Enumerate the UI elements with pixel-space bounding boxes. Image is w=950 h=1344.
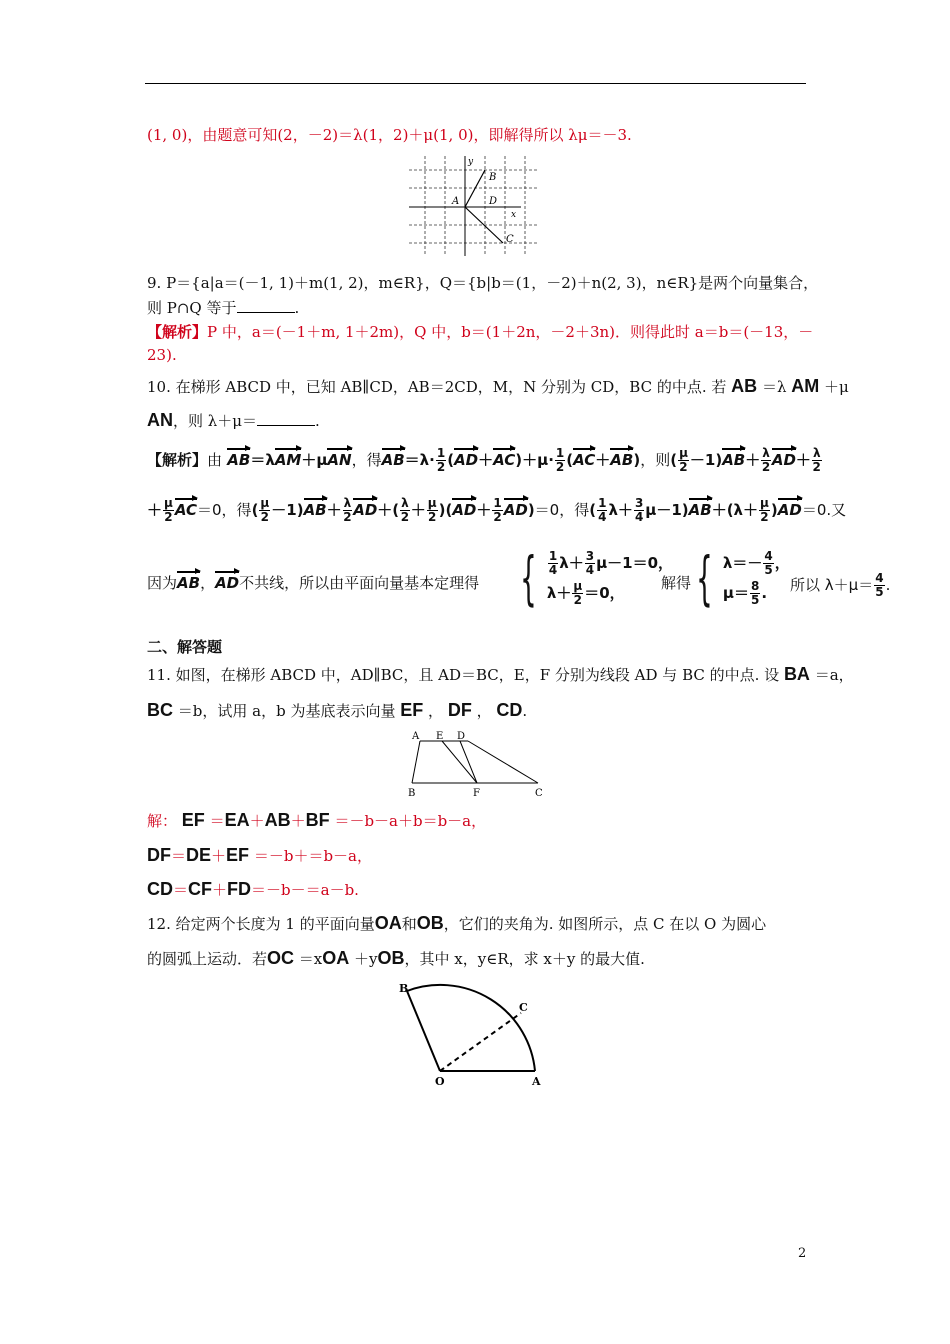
q8-answer: (1, 0)，由题意可知(2，－2)＝λ(1，2)＋μ(1, 0)，即解得所以 λμ＝－3. xyxy=(147,126,632,144)
q10-system-1: { $\frac{1}{4}$ λ＋ $\frac{3}{4}$ μ－1＝0， λ＋ $\frac{\mu}{2}$ ＝0， xyxy=(520,544,674,612)
q9-line1: 9. P＝{a|a＝(－1, 1)＋m(1, 2)，m∈R}，Q＝{b|b＝(1，－2)＋n(2, 3)，n∈R}是两个向量集合， xyxy=(147,274,819,292)
header-rule xyxy=(145,83,806,84)
grid-label-y: y xyxy=(468,157,474,167)
trap-label-b: B xyxy=(408,788,416,799)
trapezoid-figure xyxy=(405,728,555,800)
q10-solution-row2: ＋ $\frac{\mu}{2}$ AC＝0，得( $\frac{\mu}{2}$ －1)AB＋ $\frac{\lambda}{2}$ AD＋( $\frac{\lambda}{2}$ ＋ $\frac{\mu}{2}$ )(AD＋ $\frac{1}{2}$ AD)＝0，得( $\frac{1}{4}$ λ＋ $\frac{3}{4}$ μ－1)AB＋(λ＋ $\frac{\mu}{2}$ )AD＝0.又 xyxy=(147,496,847,524)
q10-solution-row3-text: 因为AB，AD不共线，所以由平面向量基本定理得 xyxy=(147,574,480,592)
grid-label-x: x xyxy=(511,210,517,220)
q10-line1: 10. 在梯形 ABCD 中，已知 AB∥CD，AB＝2CD，M，N 分别为 CD，BC 的中点. 若 AB ＝λ AM ＋μ xyxy=(147,376,849,396)
q11-line1: 11. 如图，在梯形 ABCD 中，AD∥BC，且 AD＝BC，E，F 分别为线段 AD 与 BC 的中点. 设 BA ＝a， xyxy=(147,664,854,684)
q11-solution-line2: DF＝DE＋EF ＝－b＋＝b－a， xyxy=(147,845,372,865)
grid-label-a: A xyxy=(452,196,460,207)
sector-label-a: A xyxy=(532,1075,541,1088)
q10-system-2: { λ＝－ $\frac{4}{5}$ ， μ＝ $\frac{8}{5}$ . xyxy=(696,544,790,612)
q12-line2: 的圆弧上运动．若OC ＝xOA ＋yOB，其中 x，y∈R，求 x＋y 的最大值. xyxy=(147,948,645,968)
q10-solution-row1: 【解析】由 AB＝λAM＋μAN，得AB＝λ· $\frac{1}{2}$ (AD＋AC)＋μ· $\frac{1}{2}$ (AC＋AB)，则( $\frac{\mu}{2}$ －1)AB＋ $\frac{\lambda}{2}$ AD＋ $\frac{\lambda}{2}$ xyxy=(147,446,821,474)
q9-answer-blank xyxy=(237,300,295,313)
q9-analysis-line1: 【解析】P 中，a＝(－1＋m, 1＋2m)，Q 中，b＝(1＋2n，－2＋3n)．则得此时 a＝b＝(－13，－ xyxy=(147,323,814,341)
sector-label-c: C xyxy=(519,1001,528,1014)
q11-solution-line3: CD＝CF＋FD＝－b－＝a－b. xyxy=(147,879,359,899)
q10-solution-result: 所以 λ＋μ＝ $\frac{4}{5}$ . xyxy=(790,571,891,599)
grid-label-c: C xyxy=(506,234,514,245)
section-title-answers: 二、解答题 xyxy=(147,638,223,656)
trap-label-f: F xyxy=(473,788,480,799)
trap-label-a: A xyxy=(412,731,420,742)
page-number: 2 xyxy=(798,1246,807,1261)
coordinate-grid-figure xyxy=(405,152,545,260)
sector-figure xyxy=(395,980,555,1090)
sector-label-o: O xyxy=(435,1075,445,1088)
q9-line2: 则 P∩Q 等于 . xyxy=(147,299,300,317)
trap-label-d: D xyxy=(457,731,466,742)
sector-label-b: B xyxy=(399,982,409,995)
q9-analysis-line2: 23). xyxy=(147,346,177,364)
q11-solution-line1: 解： EF ＝EA＋AB＋BF ＝－b－a＋b＝b－a， xyxy=(147,810,487,830)
trap-label-e: E xyxy=(436,731,444,742)
grid-label-b: B xyxy=(489,172,497,183)
grid-label-d: D xyxy=(489,196,498,207)
q10-line2: AN，则 λ＋μ＝ . xyxy=(147,410,320,430)
trap-label-c: C xyxy=(535,788,543,799)
q12-line1: 12. 给定两个长度为 1 的平面向量OA和OB，它们的夹角为. 如图所示，点 C 在以 O 为圆心 xyxy=(147,913,767,933)
q10-solution-jiede: 解得 xyxy=(661,574,692,592)
q11-line2: BC ＝b，试用 a，b 为基底表示向量 EF ， DF ， CD. xyxy=(147,700,528,720)
q10-answer-blank xyxy=(257,413,315,426)
